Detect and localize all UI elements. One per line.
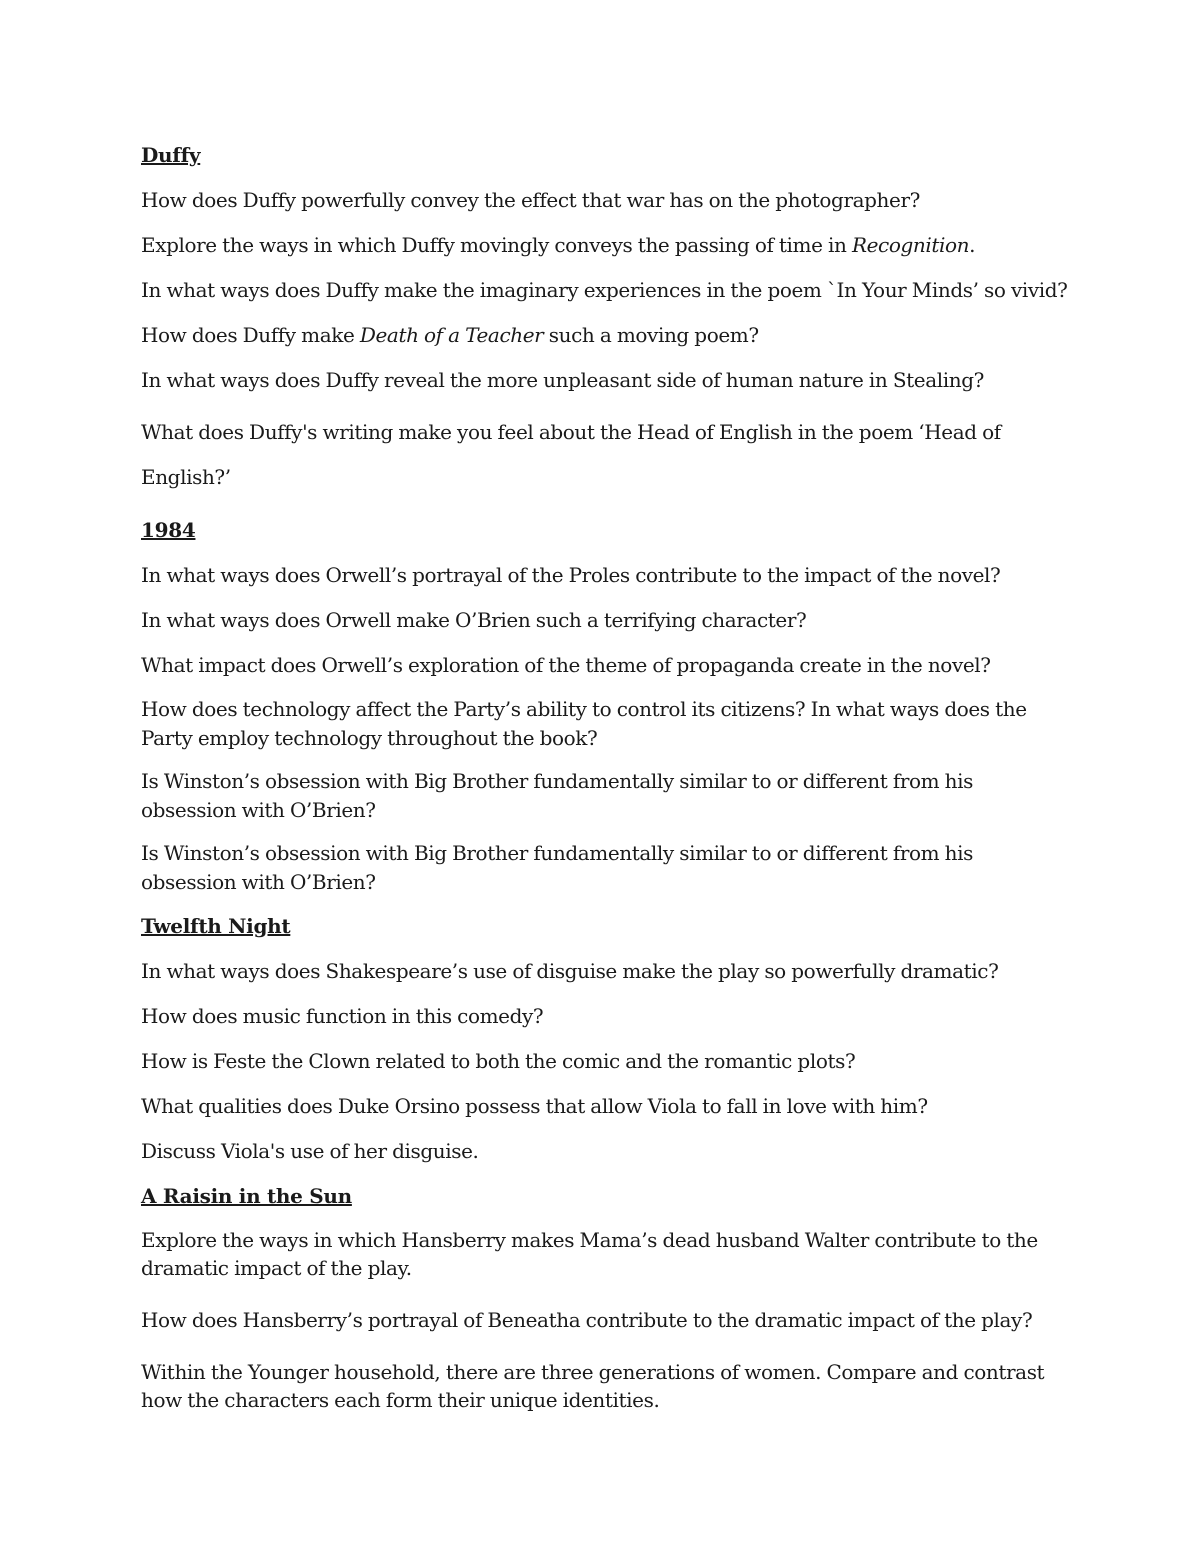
question-item: What qualities does Duke Orsino possess that allow Viola to fall in love with him? xyxy=(141,1094,928,1118)
section-heading-1984: 1984 xyxy=(141,518,196,542)
question-item: In what ways does Duffy make the imaginary experiences in the poem `In Your Minds’ so vivid? xyxy=(141,278,1068,302)
question-item: Explore the ways in which Duffy movingly conveys the passing of time in Recognition. xyxy=(141,233,976,257)
question-item: How does Duffy make Death of a Teacher such a moving poem? xyxy=(141,323,759,347)
question-item: Is Winston’s obsession with Big Brother fundamentally similar to or different from his obsession with O’Brien? xyxy=(141,769,973,822)
question-item: Within the Younger household, there are three generations of women. Compare and contrast how the characters each form their unique identities. xyxy=(141,1360,1045,1412)
section-heading-duffy: Duffy xyxy=(141,143,201,167)
question-item: In what ways does Shakespeare’s use of disguise make the play so powerfully dramatic? xyxy=(141,959,999,983)
question-item: Explore the ways in which Hansberry makes Mama’s dead husband Walter contribute to the dramatic impact of the play. xyxy=(141,1228,1038,1280)
section-heading-raisin-in-the-sun: A Raisin in the Sun xyxy=(141,1184,352,1208)
document-page xyxy=(141,140,1071,1438)
question-item: How does Hansberry’s portrayal of Beneatha contribute to the dramatic impact of the play? xyxy=(141,1308,1033,1332)
question-item: Discuss Viola's use of her disguise. xyxy=(141,1139,479,1163)
question-item: What impact does Orwell’s exploration of the theme of propaganda create in the novel? xyxy=(141,653,991,677)
question-item: How does music function in this comedy? xyxy=(141,1004,544,1028)
question-item: What does Duffy's writing make you feel about the Head of English in the poem ‘Head of English?’ xyxy=(141,420,1001,489)
question-item: In what ways does Duffy reveal the more unpleasant side of human nature in Stealing? xyxy=(141,368,984,392)
question-item: Is Winston’s obsession with Big Brother fundamentally similar to or different from his obsession with O’Brien? xyxy=(141,841,973,894)
question-item: How does Duffy powerfully convey the effect that war has on the photographer? xyxy=(141,188,920,212)
section-heading-twelfth-night: Twelfth Night xyxy=(141,914,291,938)
question-item: In what ways does Orwell’s portrayal of the Proles contribute to the impact of the novel? xyxy=(141,563,1001,587)
question-item: How is Feste the Clown related to both the comic and the romantic plots? xyxy=(141,1049,856,1073)
question-item: How does technology affect the Party’s ability to control its citizens? In what ways does the Party employ technology throughout the book? xyxy=(141,697,1027,750)
question-item: In what ways does Orwell make O’Brien such a terrifying character? xyxy=(141,608,807,632)
